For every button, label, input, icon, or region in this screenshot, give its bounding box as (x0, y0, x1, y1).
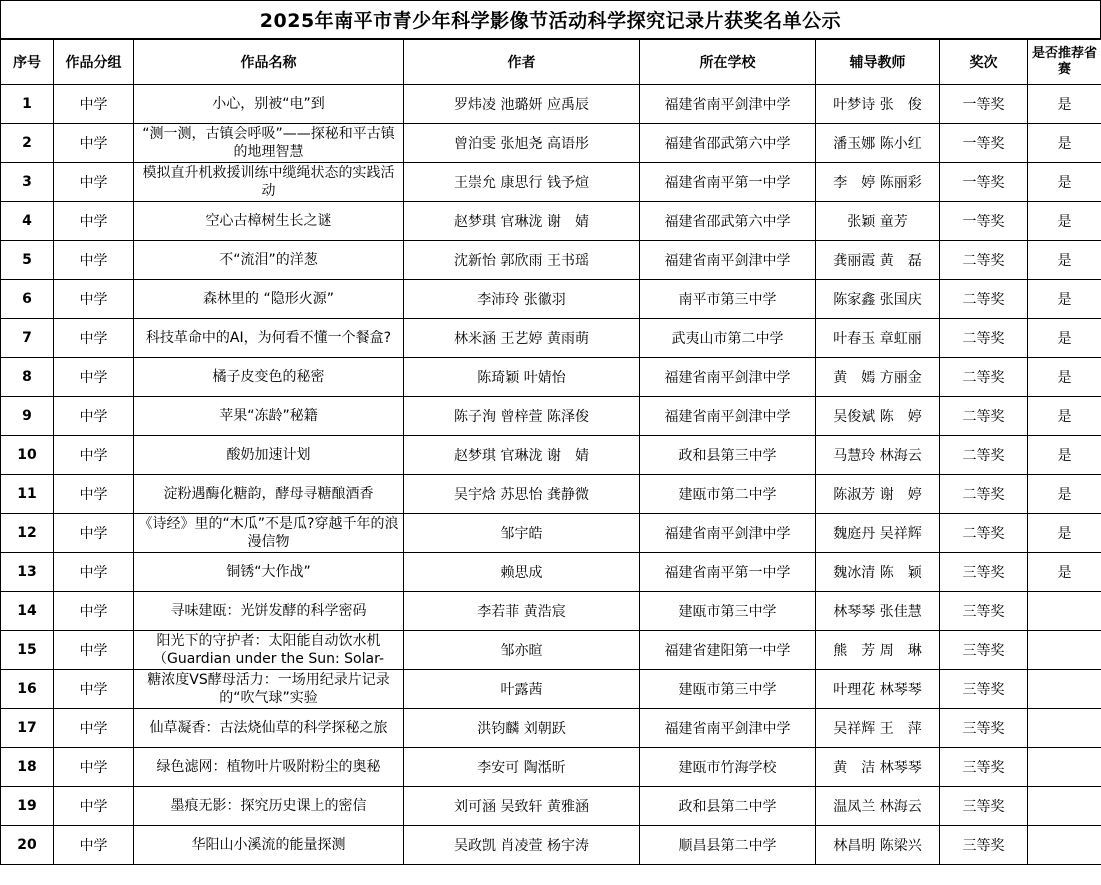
cell-teacher: 叶梦诗 张 俊 (816, 85, 940, 124)
work-title-text: 淀粉遇酶化糖韵，酵母寻糖酿酒香 (163, 486, 374, 502)
cell-teacher: 张颖 童芳 (816, 202, 940, 241)
cell-teacher: 叶春玉 章虹丽 (816, 319, 940, 358)
work-title-text: 绿色滤网：植物叶片吸附粉尘的奥秘 (156, 759, 381, 775)
cell-award: 二等奖 (940, 397, 1028, 436)
table-row (1, 592, 1101, 631)
cell-group: 中学 (54, 436, 134, 475)
table-row (1, 202, 1101, 241)
cell-number: 7 (1, 319, 54, 358)
cell-author: 赵梦琪 官琳泷 谢 婧 (404, 202, 640, 241)
cell-school: 政和县第二中学 (640, 787, 816, 826)
cell-author: 叶露茜 (404, 670, 640, 709)
cell-work-title (134, 670, 404, 709)
table-row (1, 436, 1101, 475)
cell-recommend: 是 (1028, 358, 1101, 397)
table-row (1, 553, 1101, 592)
cell-work-title (134, 85, 404, 124)
cell-recommend (1028, 592, 1101, 631)
work-title-text: 寻味建瓯：光饼发酵的科学密码 (170, 603, 367, 619)
cell-group: 中学 (54, 202, 134, 241)
work-title-text: 华阳山小溪流的能量探测 (191, 837, 346, 853)
table-row (1, 319, 1101, 358)
cell-recommend: 是 (1028, 553, 1101, 592)
cell-author: 沈新怡 郭欣雨 王书瑶 (404, 241, 640, 280)
cell-number: 17 (1, 709, 54, 748)
table-row (1, 358, 1101, 397)
table-row (1, 787, 1101, 826)
cell-group: 中学 (54, 475, 134, 514)
cell-award: 二等奖 (940, 280, 1028, 319)
cell-school: 福建省建阳第一中学 (640, 631, 816, 670)
cell-author: 刘可涵 吴致轩 黄雅涵 (404, 787, 640, 826)
cell-school: 福建省南平剑津中学 (640, 241, 816, 280)
cell-award: 三等奖 (940, 709, 1028, 748)
cell-award: 三等奖 (940, 826, 1028, 865)
cell-teacher: 潘玉娜 陈小红 (816, 124, 940, 163)
cell-school: 武夷山市第二中学 (640, 319, 816, 358)
cell-award: 二等奖 (940, 514, 1028, 553)
cell-award: 一等奖 (940, 163, 1028, 202)
cell-teacher: 陈家鑫 张国庆 (816, 280, 940, 319)
table-row (1, 475, 1101, 514)
cell-number: 2 (1, 124, 54, 163)
cell-group: 中学 (54, 631, 134, 670)
cell-work-title (134, 592, 404, 631)
cell-teacher: 魏庭丹 吴祥辉 (816, 514, 940, 553)
cell-group: 中学 (54, 514, 134, 553)
cell-author: 曾泊雯 张旭尧 高语彤 (404, 124, 640, 163)
cell-work-title (134, 514, 404, 553)
cell-author: 王崇允 康思行 钱予煊 (404, 163, 640, 202)
cell-group: 中学 (54, 709, 134, 748)
cell-school: 福建省南平剑津中学 (640, 514, 816, 553)
table-row (1, 163, 1101, 202)
work-title-text: 空心古樟树生长之谜 (205, 213, 332, 229)
cell-group: 中学 (54, 397, 134, 436)
cell-school: 福建省南平剑津中学 (640, 85, 816, 124)
header-cell: 作品分组 (54, 40, 134, 85)
table-row (1, 709, 1101, 748)
cell-work-title (134, 397, 404, 436)
cell-school: 建瓯市第三中学 (640, 592, 816, 631)
cell-school: 福建省南平第一中学 (640, 163, 816, 202)
cell-award: 三等奖 (940, 592, 1028, 631)
work-title-text: 墨痕无影：探究历史课上的密信 (170, 798, 367, 814)
cell-number: 18 (1, 748, 54, 787)
cell-group: 中学 (54, 241, 134, 280)
cell-author: 李安可 陶湉昕 (404, 748, 640, 787)
cell-school: 政和县第三中学 (640, 436, 816, 475)
cell-school: 福建省南平剑津中学 (640, 397, 816, 436)
cell-number: 6 (1, 280, 54, 319)
cell-work-title (134, 748, 404, 787)
cell-group: 中学 (54, 358, 134, 397)
cell-recommend: 是 (1028, 475, 1101, 514)
cell-recommend (1028, 709, 1101, 748)
cell-teacher: 叶理花 林琴琴 (816, 670, 940, 709)
cell-work-title (134, 826, 404, 865)
cell-recommend (1028, 826, 1101, 865)
cell-award: 三等奖 (940, 670, 1028, 709)
cell-recommend: 是 (1028, 319, 1101, 358)
cell-recommend: 是 (1028, 436, 1101, 475)
cell-group: 中学 (54, 85, 134, 124)
cell-work-title (134, 202, 404, 241)
cell-teacher: 魏冰清 陈 颖 (816, 553, 940, 592)
cell-teacher: 温凤兰 林海云 (816, 787, 940, 826)
cell-group: 中学 (54, 592, 134, 631)
work-title-text: 仙草凝香：古法烧仙草的科学探秘之旅 (149, 720, 388, 736)
header-cell: 作者 (404, 40, 640, 85)
cell-author: 赖思成 (404, 553, 640, 592)
cell-author: 吴政凯 肖凌萱 杨宇涛 (404, 826, 640, 865)
cell-recommend: 是 (1028, 280, 1101, 319)
cell-number: 12 (1, 514, 54, 553)
table-row (1, 514, 1101, 553)
cell-teacher: 吴祥辉 王 萍 (816, 709, 940, 748)
cell-recommend: 是 (1028, 241, 1101, 280)
cell-work-title (134, 319, 404, 358)
cell-work-title (134, 709, 404, 748)
cell-work-title (134, 475, 404, 514)
cell-award: 二等奖 (940, 319, 1028, 358)
cell-award: 三等奖 (940, 631, 1028, 670)
work-title-text: 糖浓度VS酵母活力：一场用纪录片记录的“吹气球”实验 (147, 672, 390, 706)
cell-number: 13 (1, 553, 54, 592)
cell-work-title (134, 163, 404, 202)
header-cell: 是否推荐省赛 (1028, 40, 1101, 85)
cell-author: 陈子洵 曾梓萱 陈泽俊 (404, 397, 640, 436)
table-row (1, 85, 1101, 124)
cell-school: 建瓯市竹海学校 (640, 748, 816, 787)
cell-group: 中学 (54, 787, 134, 826)
cell-number: 15 (1, 631, 54, 670)
cell-award: 一等奖 (940, 202, 1028, 241)
cell-recommend: 是 (1028, 85, 1101, 124)
cell-group: 中学 (54, 826, 134, 865)
award-table (0, 39, 1101, 865)
table-body (1, 85, 1101, 865)
cell-teacher: 林琴琴 张佳慧 (816, 592, 940, 631)
cell-award: 三等奖 (940, 553, 1028, 592)
cell-award: 三等奖 (940, 748, 1028, 787)
cell-number: 1 (1, 85, 54, 124)
cell-award: 一等奖 (940, 85, 1028, 124)
cell-recommend: 是 (1028, 202, 1101, 241)
cell-number: 9 (1, 397, 54, 436)
header-cell: 序号 (1, 40, 54, 85)
cell-author: 罗炜凌 池璐妍 应禹辰 (404, 85, 640, 124)
cell-number: 4 (1, 202, 54, 241)
cell-group: 中学 (54, 280, 134, 319)
cell-number: 3 (1, 163, 54, 202)
work-title-text: 苹果“冻龄”秘籍 (219, 408, 318, 424)
cell-recommend: 是 (1028, 514, 1101, 553)
cell-author: 赵梦琪 官琳泷 谢 婧 (404, 436, 640, 475)
cell-author: 陈琦颖 叶婧怡 (404, 358, 640, 397)
cell-school: 福建省邵武第六中学 (640, 124, 816, 163)
cell-group: 中学 (54, 670, 134, 709)
cell-award: 二等奖 (940, 436, 1028, 475)
cell-author: 邹宇皓 (404, 514, 640, 553)
cell-teacher: 黄 嫣 方丽金 (816, 358, 940, 397)
work-title-text: 《诗经》里的“木瓜”不是瓜?穿越千年的浪漫信物 (138, 516, 399, 550)
work-title-text: 森林里的 “隐形火源” (203, 291, 334, 307)
sheet-title: 2025年南平市青少年科学影像节活动科学探究记录片获奖名单公示 (0, 0, 1101, 39)
cell-teacher: 熊 芳 周 琳 (816, 631, 940, 670)
cell-author: 洪钧麟 刘朝跃 (404, 709, 640, 748)
cell-school: 建瓯市第三中学 (640, 670, 816, 709)
cell-work-title (134, 787, 404, 826)
cell-award: 二等奖 (940, 358, 1028, 397)
work-title-text: 酸奶加速计划 (226, 447, 311, 463)
cell-teacher: 林昌明 陈梁兴 (816, 826, 940, 865)
cell-group: 中学 (54, 748, 134, 787)
cell-recommend (1028, 748, 1101, 787)
cell-author: 邹亦暄 (404, 631, 640, 670)
work-title-text: 小心，别被“电”到 (212, 96, 325, 112)
header-row (1, 40, 1101, 85)
cell-recommend: 是 (1028, 163, 1101, 202)
work-title-text: “测一测，古镇会呼吸”——探秘和平古镇的地理智慧 (142, 126, 395, 160)
cell-award: 二等奖 (940, 475, 1028, 514)
header-cell: 所在学校 (640, 40, 816, 85)
cell-group: 中学 (54, 124, 134, 163)
header-cell: 辅导教师 (816, 40, 940, 85)
table-row (1, 280, 1101, 319)
work-title-text: 阳光下的守护者：太阳能自动饮水机（Guardian under the Sun: Solar- (153, 633, 384, 667)
cell-recommend (1028, 787, 1101, 826)
work-title-text: 科技革命中的AI，为何看不懂一个餐盒? (145, 330, 392, 346)
cell-number: 11 (1, 475, 54, 514)
cell-school: 福建省南平剑津中学 (640, 358, 816, 397)
cell-number: 16 (1, 670, 54, 709)
table-row (1, 124, 1101, 163)
work-title-text: 模拟直升机救援训练中缆绳状态的实践活动 (142, 165, 395, 199)
table-row (1, 241, 1101, 280)
work-title-text: 铜锈“大作战” (226, 564, 311, 580)
cell-work-title (134, 241, 404, 280)
cell-work-title (134, 436, 404, 475)
cell-recommend: 是 (1028, 124, 1101, 163)
cell-school: 南平市第三中学 (640, 280, 816, 319)
cell-author: 吴宇焓 苏思怡 龚静微 (404, 475, 640, 514)
header-cell: 作品名称 (134, 40, 404, 85)
cell-number: 20 (1, 826, 54, 865)
cell-number: 10 (1, 436, 54, 475)
table-row (1, 670, 1101, 709)
cell-number: 5 (1, 241, 54, 280)
cell-number: 14 (1, 592, 54, 631)
cell-work-title (134, 631, 404, 670)
cell-teacher: 李 婷 陈丽彩 (816, 163, 940, 202)
cell-school: 福建省南平剑津中学 (640, 709, 816, 748)
cell-teacher: 黄 洁 林琴琴 (816, 748, 940, 787)
cell-number: 8 (1, 358, 54, 397)
table-row (1, 631, 1101, 670)
cell-school: 建瓯市第二中学 (640, 475, 816, 514)
cell-work-title (134, 553, 404, 592)
table-row (1, 397, 1101, 436)
cell-work-title (134, 124, 404, 163)
cell-teacher: 吴俊斌 陈 婷 (816, 397, 940, 436)
cell-teacher: 龚丽霞 黄 磊 (816, 241, 940, 280)
cell-teacher: 陈淑芳 谢 婷 (816, 475, 940, 514)
cell-school: 顺昌县第二中学 (640, 826, 816, 865)
cell-work-title (134, 358, 404, 397)
cell-award: 二等奖 (940, 241, 1028, 280)
header-cell: 奖次 (940, 40, 1028, 85)
work-title-text: 不“流泪”的洋葱 (219, 252, 318, 268)
table-row (1, 826, 1101, 865)
cell-work-title (134, 280, 404, 319)
table-row (1, 748, 1101, 787)
cell-school: 福建省邵武第六中学 (640, 202, 816, 241)
cell-group: 中学 (54, 163, 134, 202)
cell-school: 福建省南平第一中学 (640, 553, 816, 592)
cell-recommend (1028, 631, 1101, 670)
cell-author: 李若菲 黄浩宸 (404, 592, 640, 631)
cell-award: 三等奖 (940, 787, 1028, 826)
cell-author: 林米涵 王艺婷 黄雨萌 (404, 319, 640, 358)
cell-group: 中学 (54, 553, 134, 592)
work-title-text: 橘子皮变色的秘密 (212, 369, 325, 385)
cell-teacher: 马慧玲 林海云 (816, 436, 940, 475)
cell-group: 中学 (54, 319, 134, 358)
cell-award: 一等奖 (940, 124, 1028, 163)
cell-recommend: 是 (1028, 397, 1101, 436)
cell-number: 19 (1, 787, 54, 826)
cell-author: 李沛玲 张徽羽 (404, 280, 640, 319)
cell-recommend (1028, 670, 1101, 709)
